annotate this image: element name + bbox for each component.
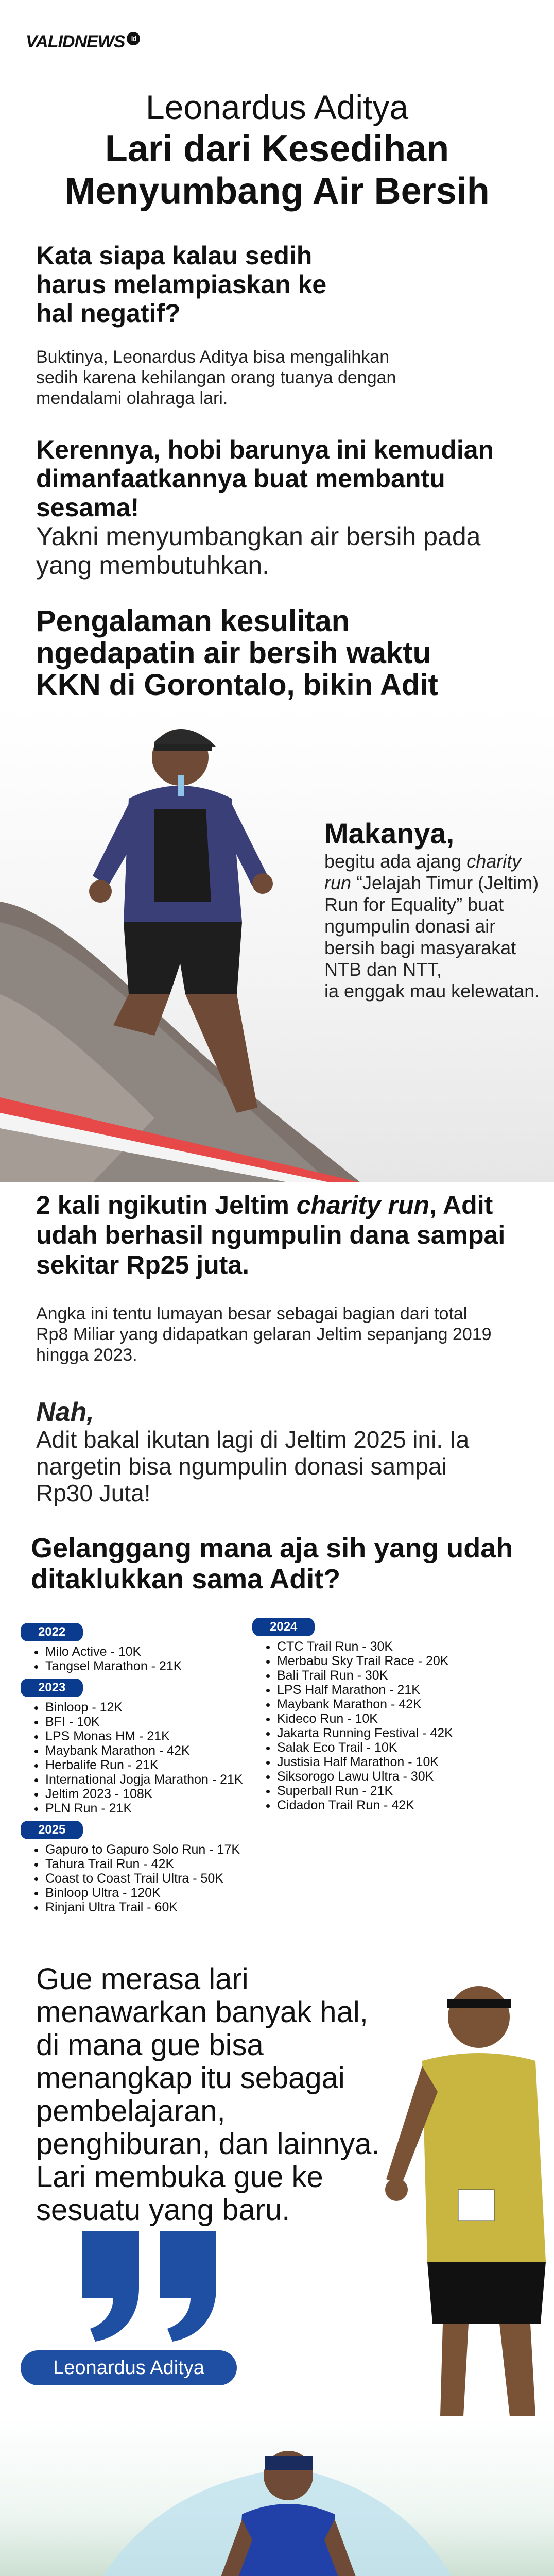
nah-lead: Nah,	[36, 1397, 94, 1427]
list-item: • PLN Run - 21K	[45, 1801, 263, 1816]
race-list-2023	[31, 1700, 263, 1816]
year-badge-2024: 2024	[252, 1618, 315, 1636]
quote-mark-icon	[72, 2226, 232, 2344]
list-item: • Siksorogo Lawu Ultra - 30K	[277, 1769, 541, 1784]
runner-photo-splash	[0, 2416, 554, 2576]
list-item: • International Jogja Marathon - 21K	[45, 1772, 263, 1787]
races-right-column	[252, 1618, 541, 1818]
logo-badge: id	[127, 32, 140, 45]
list-item: • Cidadon Trail Run - 42K	[277, 1798, 541, 1812]
makanya-text3: ia enggak mau kelewatan.	[324, 980, 540, 1002]
experience-text: Pengalaman kesulitan ngedapatin air bersih waktu KKN di Gorontalo, bikin Adit	[36, 604, 438, 702]
charity-text1: 2 kali ngikutin Jeltim	[36, 1191, 297, 1219]
nah-body: Adit bakal ikutan lagi di Jeltim 2025 ini. Ia nargetin bisa ngumpulin donasi sampai Rp30 Juta!	[36, 1426, 470, 1506]
list-item: • Maybank Marathon - 42K	[45, 1743, 263, 1758]
list-item: • Milo Active - 10K	[45, 1645, 263, 1659]
year-badge-2022: 2022	[21, 1623, 83, 1641]
intro-body: Buktinya, Leonardus Aditya bisa mengalihkan sedih karena kehilangan orang tuanya dengan mendalami olahraga lari.	[36, 347, 396, 408]
title-line-2: Lari dari Kesedihan	[105, 128, 449, 170]
logo-text: VALIDNEWS	[26, 32, 125, 52]
makanya-lead: Makanya,	[324, 817, 455, 850]
list-item: • BFI - 10K	[45, 1715, 263, 1729]
list-item: • Rinjani Ultra Trail - 60K	[45, 1900, 263, 1914]
validnews-logo	[26, 32, 140, 52]
makanya-em: charity run	[324, 851, 522, 893]
race-list-2025	[31, 1842, 263, 1914]
list-item: • Justisia Half Marathon - 10K	[277, 1755, 541, 1769]
charity-body: Angka ini tentu lumayan besar sebagai bagian dari total Rp8 Miliar yang didapatkan gelaran Jeltim sepanjang 2019 hingga 2023.	[36, 1304, 492, 1365]
title-lines-2-3	[0, 128, 554, 212]
list-item: • Merbabu Sky Trail Race - 20K	[277, 1654, 541, 1668]
list-item: • Superball Run - 21K	[277, 1784, 541, 1798]
list-item: • Coast to Coast Trail Ultra - 50K	[45, 1871, 263, 1886]
intro-heading: Kata siapa kalau sedih harus melampiaskan ke hal negatif?	[36, 241, 327, 328]
charity-text2: , Adit udah berhasil ngumpulin dana sampai sekitar Rp25 juta.	[36, 1191, 506, 1279]
races-left-column	[21, 1623, 263, 1920]
list-item: • Tangsel Marathon - 21K	[45, 1659, 263, 1673]
hobby-body: Yakni menyumbangkan air bersih pada yang membutuhkan.	[36, 522, 481, 580]
year-badge-2023: 2023	[21, 1679, 83, 1697]
quote-text: Gue merasa lari menawarkan banyak hal, di mana gue bisa menangkap itu sebagai pembelajaran, penghiburan, dan lainnya. Lari membuka gue ke sesuatu yang baru.	[36, 1962, 380, 2227]
list-item: • Jakarta Running Festival - 42K	[277, 1726, 541, 1740]
race-list-2022	[31, 1645, 263, 1673]
list-item: • Binloop Ultra - 120K	[45, 1886, 263, 1900]
hobby-heading: Kerennya, hobi barunya ini kemudian dimanfaatkannya buat membantu sesama!	[36, 435, 494, 522]
list-item: • LPS Half Marathon - 21K	[277, 1683, 541, 1697]
race-list-2024	[263, 1639, 541, 1812]
list-item: • Tahura Trail Run - 42K	[45, 1857, 263, 1871]
list-item: • LPS Monas HM - 21K	[45, 1729, 263, 1743]
quote-author-badge: Leonardus Aditya	[21, 2350, 237, 2385]
charity-em: charity run	[296, 1191, 430, 1219]
list-item: • Jeltim 2023 - 108K	[45, 1787, 263, 1801]
list-item: • CTC Trail Run - 30K	[277, 1639, 541, 1654]
splash-illustration	[0, 2416, 554, 2576]
year-badge-2025: 2025	[21, 1821, 83, 1839]
charity-heading	[36, 1190, 530, 1280]
list-item: • Binloop - 12K	[45, 1700, 263, 1715]
makanya-text1: begitu ada ajang	[324, 851, 462, 872]
title-line-1: Leonardus Aditya	[145, 88, 409, 126]
runner-portrait	[381, 1973, 554, 2416]
makanya-block	[324, 817, 541, 1002]
races-heading: Gelanggang mana aja sih yang udah ditaklukkan sama Adit?	[31, 1533, 513, 1595]
title-line-3: Menyumbang Air Bersih	[64, 171, 490, 212]
list-item: • Kideco Run - 10K	[277, 1711, 541, 1726]
list-item: • Bali Trail Run - 30K	[277, 1668, 541, 1683]
nah-block	[36, 1399, 510, 1506]
list-item: • Maybank Marathon - 42K	[277, 1697, 541, 1711]
list-item: • Salak Eco Trail - 10K	[277, 1740, 541, 1755]
list-item: • Gapuro to Gapuro Solo Run - 17K	[45, 1842, 263, 1857]
makanya-text2: “Jelajah Timur (Jeltim) Run for Equality” buat ngumpulin donasi air bersih bagi masyarakat NTB dan NTT,	[324, 872, 539, 980]
list-item: • Herbalife Run - 21K	[45, 1758, 263, 1772]
